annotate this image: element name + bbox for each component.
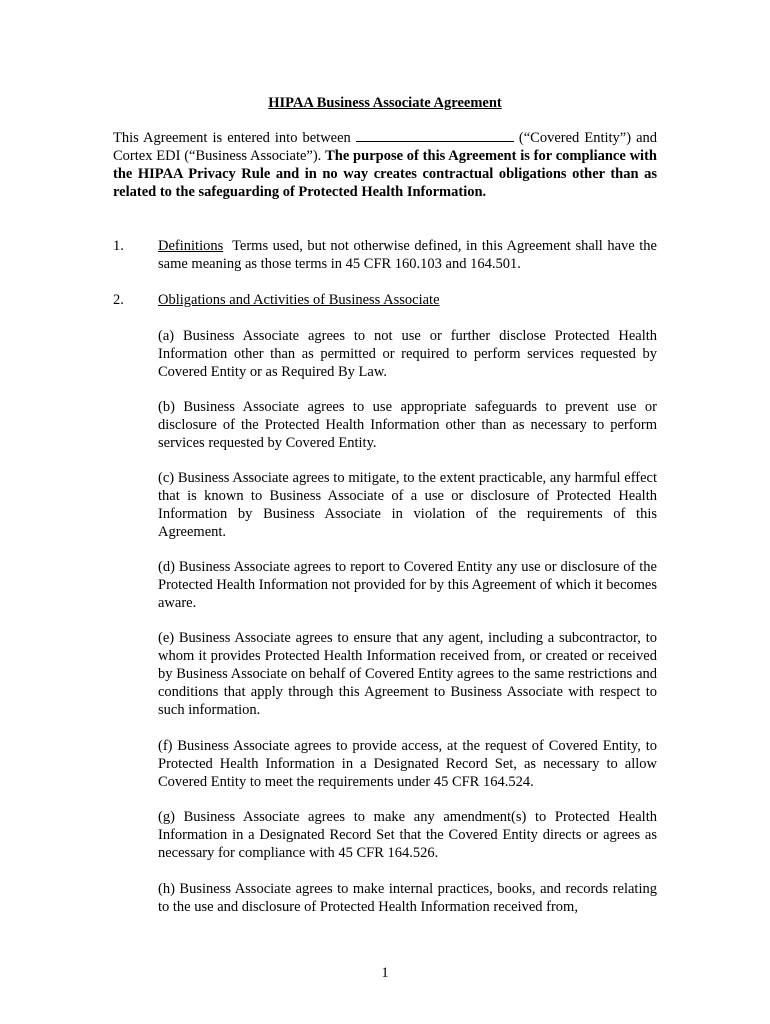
section-text: Terms used, but not otherwise defined, in this Agreement shall have the same meaning as those terms in 45 CFR 160.103 and 164.501. (158, 238, 657, 272)
page-number: 1 (381, 965, 389, 981)
section-heading: Definitions (158, 238, 224, 254)
section-obligations (113, 291, 657, 309)
intro-paragraph (113, 129, 657, 201)
paragraph-c: (c) Business Associate agrees to mitigate, to the extent practicable, any harmful effect that is known to Business Associate of a use or disclosure of Protected Health Information by Business Associate in violation of the requirements of this Agreement. (158, 470, 657, 540)
paragraph-d: (d) Business Associate agrees to report to Covered Entity any use or disclosure of the Protected Health Information not provided for by this Agreement of which it becomes aware. (158, 559, 657, 611)
document-title: HIPAA Business Associate Agreement (268, 95, 502, 111)
covered-entity-blank (356, 129, 514, 142)
intro-purpose-statement: The purpose of this Agreement is for compliance with the HIPAA Privacy Rule and in no way creates contractual obligations other than as related to the safeguarding of Protected Health Information. (113, 148, 657, 200)
paragraph-e: (e) Business Associate agrees to ensure that any agent, including a subcontractor, to whom it provides Protected Health Information received from, or created or received by Business Associate on behalf of Covered Entity agrees to the same restrictions and conditions that apply through this Agreement to Business Associate with respect to such information. (158, 630, 657, 718)
section-definitions (113, 237, 657, 273)
paragraph-h: (h) Business Associate agrees to make internal practices, books, and records relating to the use and disclosure of Protected Health Information received from, (158, 881, 657, 915)
paragraph-a: (a) Business Associate agrees to not use or further disclose Protected Health Information other than as permitted or required to perform services requested by Covered Entity or as Required By Law. (158, 328, 657, 380)
paragraph-g: (g) Business Associate agrees to make any amendment(s) to Protected Health Information in a Designated Record Set that the Covered Entity directs or agrees as necessary for compliance with 45 CFR 164.526. (158, 809, 657, 861)
paragraph-b: (b) Business Associate agrees to use appropriate safeguards to prevent use or disclosure of the Protected Health Information other than as necessary to perform services requested by Covered Entity. (158, 399, 657, 451)
section-number: 1. (113, 238, 124, 254)
intro-text-start: This Agreement is entered into between (113, 130, 351, 146)
section-number: 2. (113, 292, 124, 308)
paragraph-f: (f) Business Associate agrees to provide access, at the request of Covered Entity, to Protected Health Information in a Designated Record Set, as necessary to allow Covered Entity to meet the requirements under 45 CFR 164.524. (158, 738, 657, 790)
section-heading: Obligations and Activities of Business Associate (158, 292, 440, 308)
intro-text-parties: (“Covered Entity”) and Cortex EDI (“Business Associate”). (113, 130, 658, 164)
